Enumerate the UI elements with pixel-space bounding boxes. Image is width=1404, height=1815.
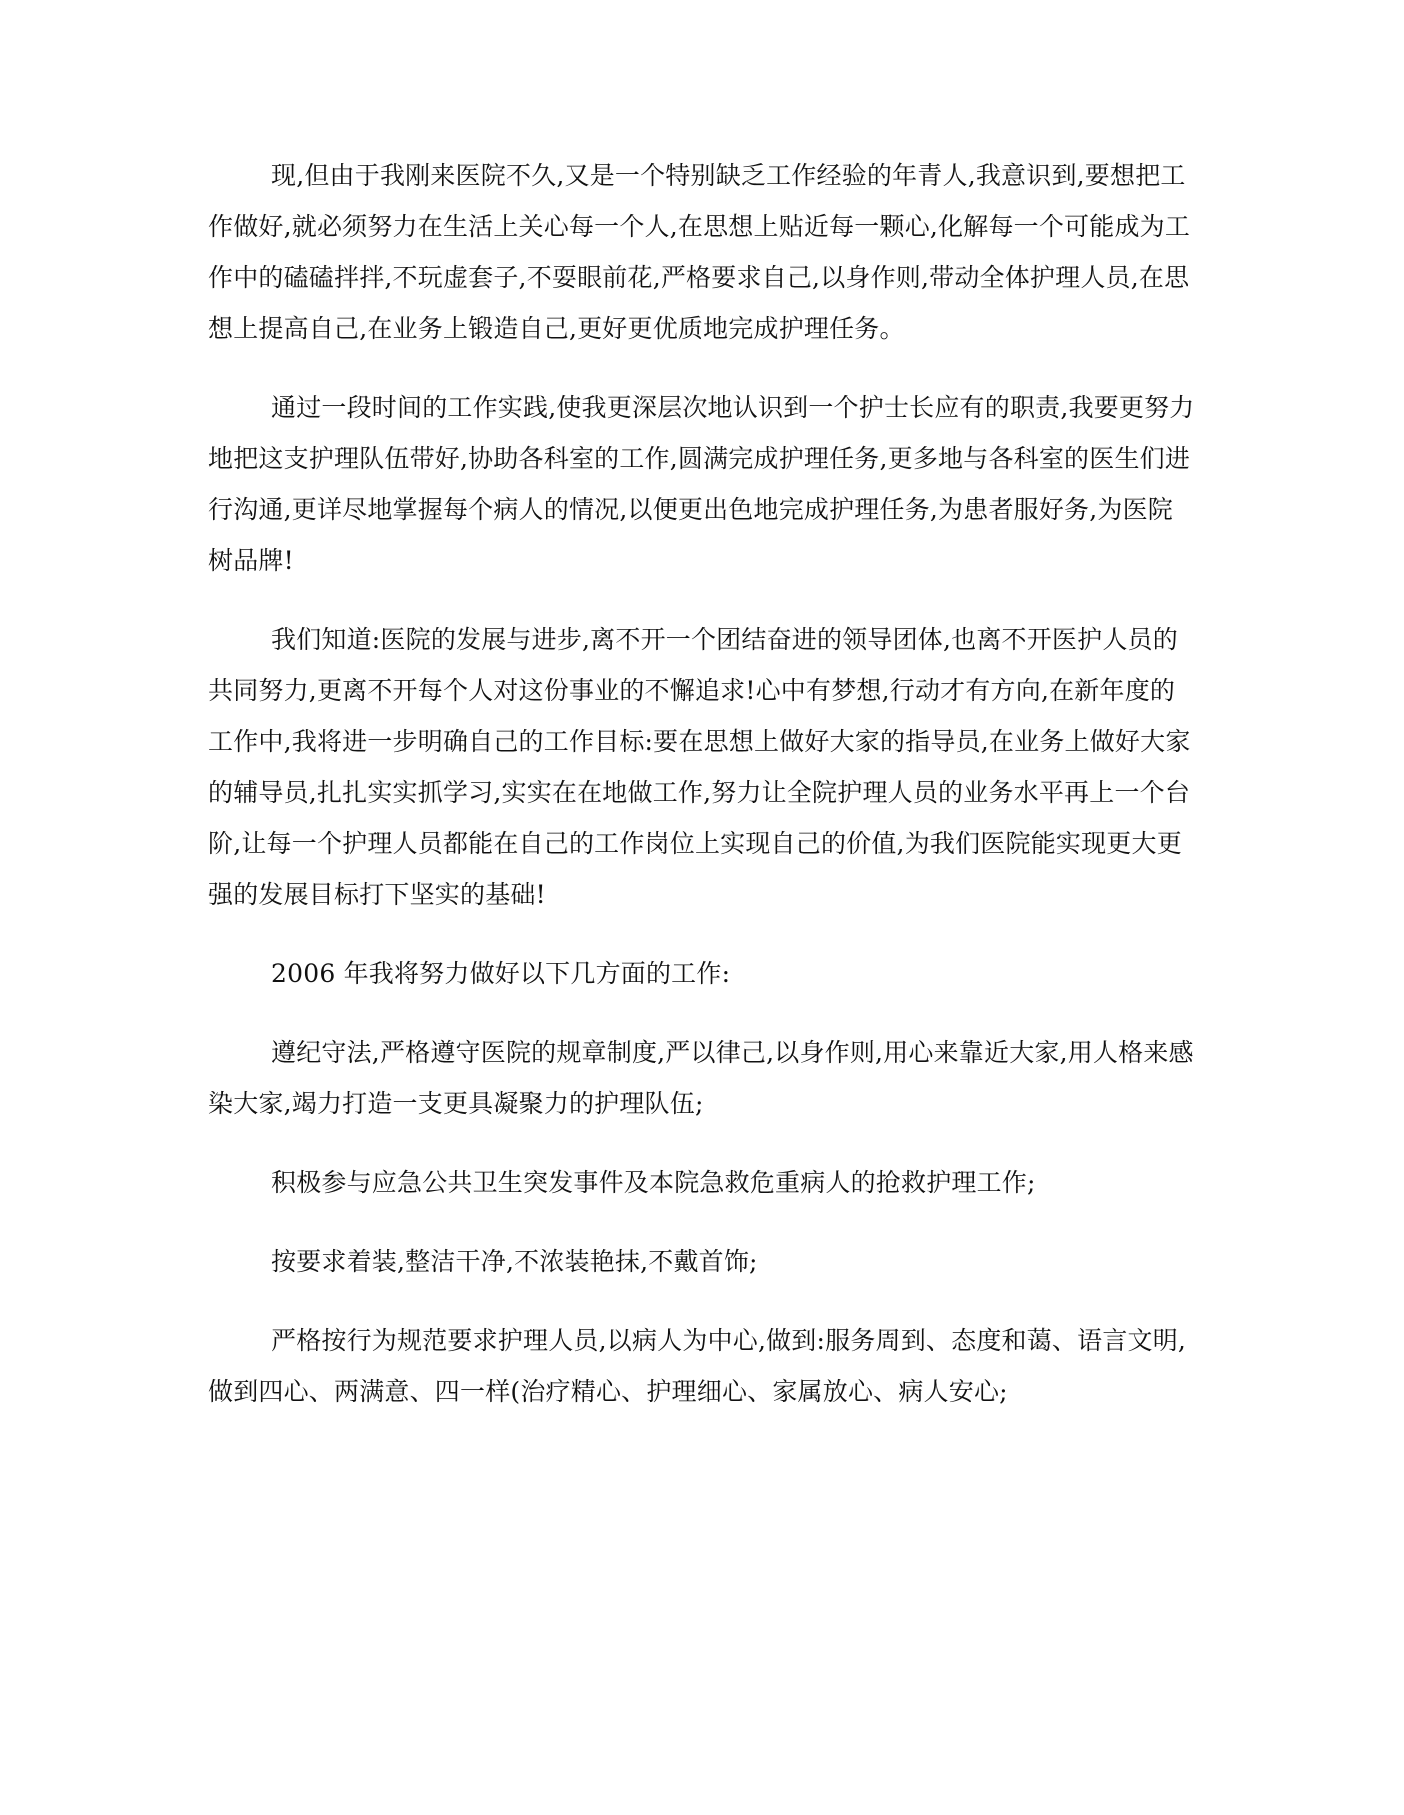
paragraph: 积极参与应急公共卫生突发事件及本院急救危重病人的抢救护理工作;	[271, 1168, 1036, 1197]
paragraph: 现,但由于我刚来医院不久,又是一个特别缺乏工作经验的年青人,我意识到,要想把工作做好,就必须努力在生活上关心每一个人,在思想上贴近每一颗心,化解每一个可能成为工作中的磕磕拌拌,不玩虚套子,不耍眼前花,严格要求自己,以身作则,带动全体护理人员,在思想上提高自己,在业务上锻造自己,更好更优质地完成护理任务。	[208, 161, 1191, 343]
document-body	[208, 150, 1196, 1445]
paragraph: 按要求着装,整洁干净,不浓装艳抹,不戴首饰;	[271, 1247, 758, 1276]
paragraph: 2006 年我将努力做好以下几方面的工作:	[271, 959, 731, 988]
paragraph: 遵纪守法,严格遵守医院的规章制度,严以律己,以身作则,用心来靠近大家,用人格来感染大家,竭力打造一支更具凝聚力的护理队伍;	[208, 1038, 1194, 1118]
paragraph: 严格按行为规范要求护理人员,以病人为中心,做到:服务周到、态度和蔼、语言文明,做到四心、两满意、四一样(治疗精心、护理细心、家属放心、病人安心;	[208, 1326, 1187, 1406]
paragraph: 通过一段时间的工作实践,使我更深层次地认识到一个护士长应有的职责,我要更努力地把这支护理队伍带好,协助各科室的工作,圆满完成护理任务,更多地与各科室的医生们进行沟通,更详尽地掌握每个病人的情况,以便更出色地完成护理任务,为患者服好务,为医院树品牌!	[208, 393, 1195, 575]
paragraph: 我们知道:医院的发展与进步,离不开一个团结奋进的领导团体,也离不开医护人员的共同努力,更离不开每个人对这份事业的不懈追求!心中有梦想,行动才有方向,在新年度的工作中,我将进一步明确自己的工作目标:要在思想上做好大家的指导员,在业务上做好大家的辅导员,扎扎实实抓学习,实实在在地做工作,努力让全院护理人员的业务水平再上一个台阶,让每一个护理人员都能在自己的工作岗位上实现自己的价值,为我们医院能实现更大更强的发展目标打下坚实的基础!	[208, 625, 1191, 909]
